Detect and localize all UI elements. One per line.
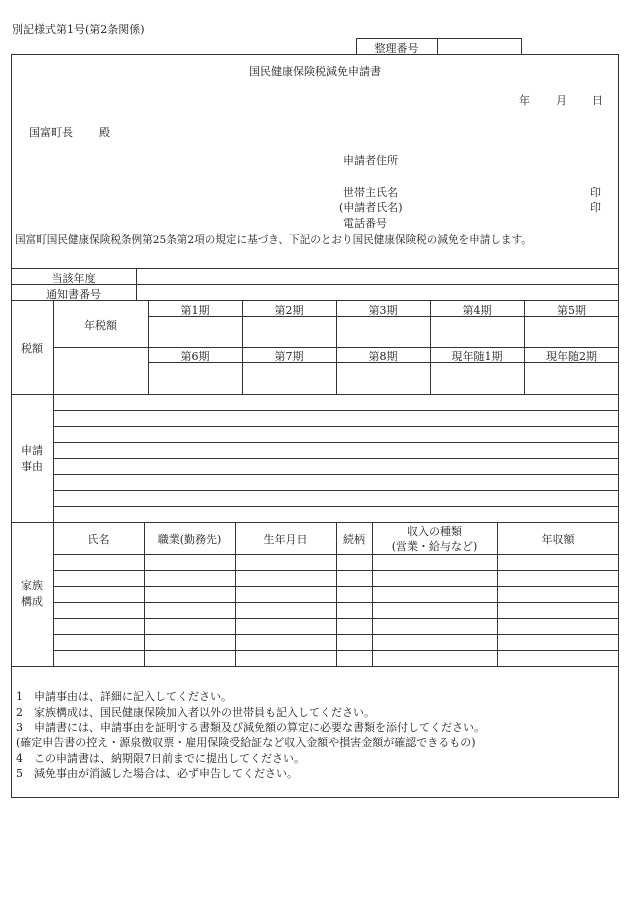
family-header-birthdate: 生年月日: [263, 533, 308, 546]
reason-line[interactable]: [53, 490, 619, 491]
addressee-honorific: 殿: [99, 126, 110, 139]
reason-line[interactable]: [53, 474, 619, 475]
family-row-line: [53, 570, 619, 571]
note-item: 4 この申請書は、納期限7日前までに提出してください。: [16, 752, 305, 765]
period-label: 第4期: [462, 304, 492, 317]
divider: [53, 554, 619, 555]
family-header-name: 氏名: [87, 533, 110, 546]
note-item: 1 申請事由は、詳細に記入してください。: [16, 690, 232, 703]
family-header-relation: 続柄: [343, 533, 365, 546]
period-label: 第6期: [180, 350, 210, 363]
note-item: 5 減免事由が消滅した場合は、必ず申告してください。: [16, 767, 298, 780]
period-label: 第7期: [274, 350, 304, 363]
seal-mark-1: 印: [590, 186, 601, 199]
household-head-label: 世帯主氏名: [343, 186, 398, 199]
applicant-name-label: (申請者氏名): [339, 201, 403, 214]
family-header-occupation: 職業(勤務先): [157, 533, 222, 546]
divider: [11, 522, 619, 523]
reason-section-label: 申請 事由: [21, 444, 43, 473]
period-label: 第3期: [368, 304, 398, 317]
period-label: 現年随2期: [546, 350, 597, 363]
divider: [11, 394, 619, 395]
reason-line[interactable]: [53, 442, 619, 443]
note-item: 3 申請書には、申請事由を証明する書類及び減免額の算定に必要な書類を添付してください。: [16, 721, 485, 734]
family-header-annual-income: 年収額: [541, 533, 575, 546]
reason-line[interactable]: [53, 458, 619, 459]
reason-line[interactable]: [53, 410, 619, 411]
applicant-address-label: 申請者住所: [343, 154, 398, 167]
period-label: 第1期: [180, 304, 210, 317]
note-item: (確定申告書の控え・源泉徴収票・雇用保険受給証など収入金額や損害金額が確認できるもの): [16, 736, 476, 749]
application-statement: 国富町国民健康保険税条例第25条第2項の規定に基づき、下記のとおり国民健康保険税の減免を申請します。: [15, 234, 532, 246]
family-header-income-type-note: (営業・給与など): [391, 540, 478, 553]
seiri-number-label: 整理番号: [374, 42, 419, 55]
note-item: 2 家族構成は、国民健康保険加入者以外の世帯員も記入してください。: [16, 706, 375, 719]
notice-number-label: 通知書番号: [46, 288, 101, 301]
addressee-name: 国富町長: [29, 126, 73, 139]
family-section-label: 家族 構成: [21, 579, 43, 608]
family-row-line: [53, 618, 619, 619]
tax-section-label: 税額: [21, 342, 43, 355]
family-row-line: [53, 586, 619, 587]
reason-line[interactable]: [53, 426, 619, 427]
divider: [11, 666, 619, 667]
phone-label: 電話番号: [343, 217, 387, 230]
family-header-income-type: 収入の種類: [407, 525, 462, 538]
fiscal-year-field[interactable]: [137, 269, 618, 284]
family-row-line: [53, 650, 619, 651]
notice-number-field[interactable]: [137, 285, 618, 300]
date-year[interactable]: 年: [519, 94, 530, 107]
period-label: 現年随1期: [451, 350, 503, 363]
seal-mark-2: 印: [590, 201, 601, 214]
period-label: 第8期: [368, 350, 398, 363]
form-title: 国民健康保険税減免申請書: [249, 65, 381, 78]
period-label: 第5期: [557, 304, 586, 317]
reason-line[interactable]: [53, 506, 619, 507]
form-reference: 別記様式第1号(第2条関係): [12, 23, 145, 36]
family-row-line: [53, 634, 619, 635]
family-row-line: [53, 602, 619, 603]
date-day[interactable]: 日: [592, 94, 603, 107]
fiscal-year-label: 当該年度: [51, 272, 96, 285]
annual-tax-label: 年税額: [84, 319, 117, 332]
period-label: 第2期: [274, 304, 304, 317]
seiri-divider: [437, 38, 438, 55]
date-month[interactable]: 月: [556, 94, 567, 107]
